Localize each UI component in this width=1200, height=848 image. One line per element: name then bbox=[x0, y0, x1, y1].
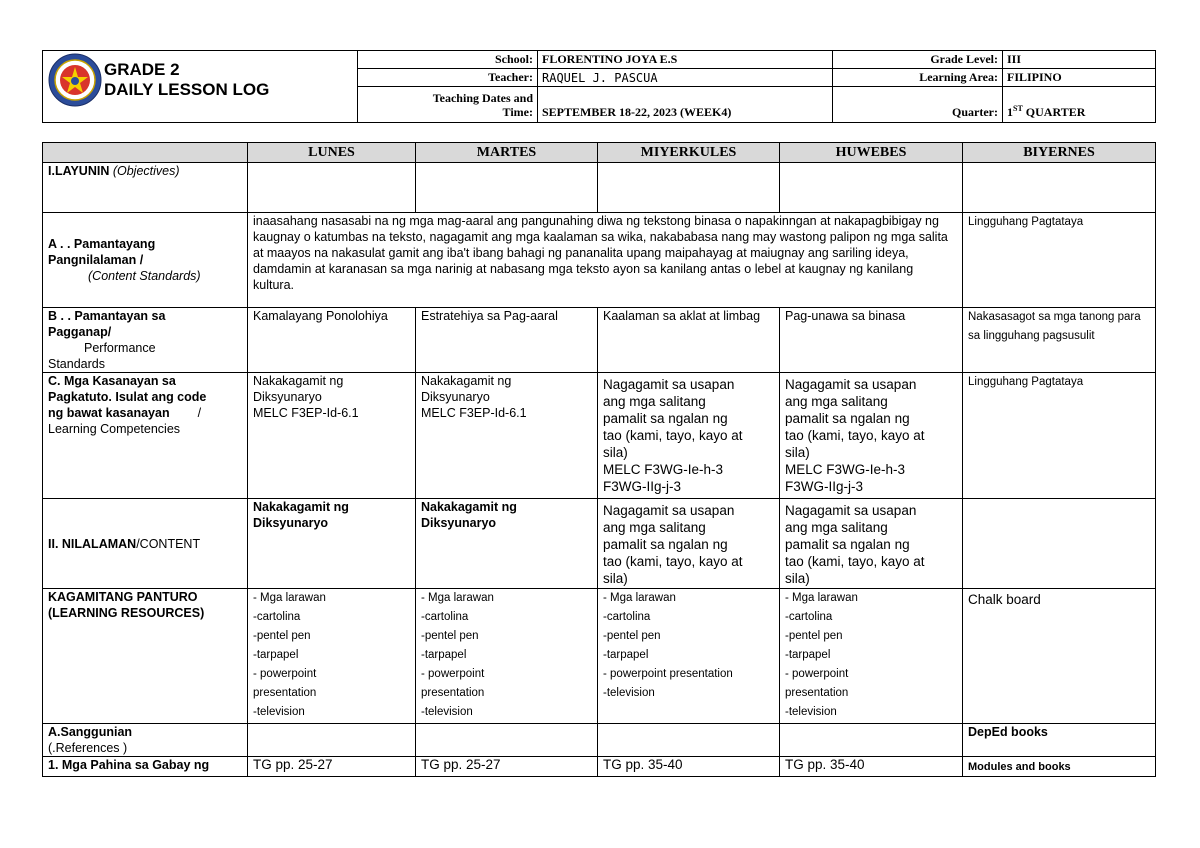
resources-row bbox=[43, 589, 1156, 724]
resource-item: -television bbox=[253, 706, 305, 718]
corner-header bbox=[43, 143, 248, 163]
resource-item: -tarpapel bbox=[603, 649, 649, 661]
performance-standards-row bbox=[43, 308, 1156, 373]
resource-item: - powerpoint presentation bbox=[603, 668, 733, 680]
competencies-fri: Lingguhang Pagtataya bbox=[963, 373, 1156, 499]
objectives-cell-tue bbox=[416, 163, 598, 213]
competencies-label-line3: ng bawat kasanayan bbox=[48, 406, 170, 420]
quarter-label: Quarter: bbox=[833, 87, 1003, 123]
content-standards-label-line2: Pangnilalaman / bbox=[48, 253, 144, 267]
resource-item: - powerpoint bbox=[421, 668, 485, 680]
resource-item: -cartolina bbox=[421, 611, 469, 623]
content-line: ang mga salitang bbox=[785, 520, 888, 535]
objectives-cell-thu bbox=[780, 163, 963, 213]
guide-pages-tue: TG pp. 25-27 bbox=[416, 757, 598, 777]
content-line: Nakakagamit ng bbox=[421, 500, 517, 514]
learning-area-label: Learning Area: bbox=[833, 69, 1003, 87]
guide-pages-fri: Modules and books bbox=[963, 757, 1156, 777]
resources-label-line2: (LEARNING RESOURCES) bbox=[48, 606, 205, 620]
competency-line: sila) bbox=[785, 445, 810, 460]
content-standards-label-line3: (Content Standards) bbox=[88, 269, 201, 283]
objectives-cell-fri bbox=[963, 163, 1156, 213]
resources-mon bbox=[248, 589, 416, 724]
performance-standards-label-line2: Pagganap/ bbox=[48, 325, 112, 339]
teacher-value: RAQUEL J. PASCUA bbox=[538, 69, 833, 87]
content-line: ang mga salitang bbox=[603, 520, 706, 535]
content-standards-row bbox=[43, 213, 1156, 308]
references-mon bbox=[248, 724, 416, 757]
guide-pages-wed: TG pp. 35-40 bbox=[598, 757, 780, 777]
content-line: Diksyunaryo bbox=[421, 516, 497, 530]
content-fri bbox=[963, 499, 1156, 589]
day-header-martes: MARTES bbox=[416, 143, 598, 163]
content-label-normal: /CONTENT bbox=[136, 536, 201, 551]
objectives-label bbox=[43, 163, 248, 213]
school-label: School: bbox=[358, 51, 538, 69]
performance-standards-label-line4: Standards bbox=[48, 357, 105, 371]
resource-item: presentation bbox=[421, 687, 485, 699]
resource-item: -pentel pen bbox=[253, 630, 311, 642]
competency-code: MELC F3WG-Ie-h-3 bbox=[603, 462, 724, 477]
content-line: sila) bbox=[785, 571, 810, 586]
competency-line: Nagagamit sa usapan bbox=[603, 377, 735, 392]
school-value: FLORENTINO JOYA E.S bbox=[538, 51, 833, 69]
references-tue bbox=[416, 724, 598, 757]
references-label bbox=[43, 724, 248, 757]
learning-area-value: FILIPINO bbox=[1003, 69, 1156, 87]
resource-item: - Mga larawan bbox=[785, 592, 858, 604]
references-wed bbox=[598, 724, 780, 757]
competency-line: Nagagamit sa usapan bbox=[785, 377, 917, 392]
resource-item: -pentel pen bbox=[421, 630, 479, 642]
guide-pages-mon: TG pp. 25-27 bbox=[248, 757, 416, 777]
content-mon bbox=[248, 499, 416, 589]
content-row bbox=[43, 499, 1156, 589]
content-line: Nagagamit sa usapan bbox=[785, 503, 917, 518]
content-standards-label-line1: A . . Pamantayang bbox=[48, 237, 156, 251]
resource-item: presentation bbox=[785, 687, 849, 699]
resource-item: - powerpoint bbox=[785, 668, 849, 680]
references-thu bbox=[780, 724, 963, 757]
content-line: Nagagamit sa usapan bbox=[603, 503, 735, 518]
content-tue bbox=[416, 499, 598, 589]
resource-item: -tarpapel bbox=[421, 649, 467, 661]
competency-line: sila) bbox=[603, 445, 628, 460]
content-standards-text: inaasahang nasasabi na ng mga mag-aaral ang pangunahing diwa ng tekstong binasa o napakinngan at nakapagbibigay ng kaugnay o katumbas na teksto, nagagamit ang mga kaalaman sa wika, nakababasa nang may wastong palipon ng mga salita at maayos na nakasulat gamit ang iba't ibang bahagi ng pananalita upang maipahayag at maiugnay ang sariling ideya, damdamin at karanasan sa mga narinig at nabasang mga teksto ayon sa kanilang antas o lebel at kaugnay ng kanilang kultura. bbox=[248, 213, 963, 308]
objectives-row bbox=[43, 163, 1156, 213]
content-thu bbox=[780, 499, 963, 589]
resource-item: -television bbox=[603, 687, 655, 699]
objectives-label-main: I.LAYUNIN bbox=[48, 164, 113, 178]
day-header-row bbox=[43, 143, 1156, 163]
resource-item: - Mga larawan bbox=[421, 592, 494, 604]
title-daily-lesson-log: DAILY LESSON LOG bbox=[104, 80, 270, 99]
performance-standards-label-line1: B . . Pamantayan sa bbox=[48, 309, 166, 323]
references-fri: DepEd books bbox=[963, 724, 1156, 757]
guide-pages-thu: TG pp. 35-40 bbox=[780, 757, 963, 777]
resource-item: -cartolina bbox=[253, 611, 301, 623]
competency-line: Nakakagamit ng bbox=[253, 374, 344, 388]
resources-label-line1: KAGAMITANG PANTURO bbox=[48, 590, 198, 604]
objectives-cell-wed bbox=[598, 163, 780, 213]
competency-code: F3WG-IIg-j-3 bbox=[603, 479, 682, 494]
day-header-biyernes: BIYERNES bbox=[963, 143, 1156, 163]
resource-item: -tarpapel bbox=[785, 649, 831, 661]
competency-line: tao (kami, tayo, kayo at bbox=[603, 428, 743, 443]
content-line: Diksyunaryo bbox=[253, 516, 329, 530]
grade-level-value: III bbox=[1003, 51, 1156, 69]
competencies-label-line4: Learning Competencies bbox=[48, 422, 181, 436]
teaching-dates-label-line2: Time: bbox=[502, 104, 533, 119]
teaching-dates-value: SEPTEMBER 18-22, 2023 (WEEK4) bbox=[538, 87, 833, 123]
teacher-label: Teacher: bbox=[358, 69, 538, 87]
teaching-dates-label-line1: Teaching Dates and bbox=[432, 90, 533, 105]
quarter-number: 1 bbox=[1007, 105, 1013, 119]
resource-item: -television bbox=[421, 706, 473, 718]
competency-line: pamalit sa ngalan ng bbox=[603, 411, 728, 426]
content-wed bbox=[598, 499, 780, 589]
performance-standards-thu: Pag-unawa sa binasa bbox=[780, 308, 963, 373]
competencies-mon bbox=[248, 373, 416, 499]
references-row bbox=[43, 724, 1156, 757]
title-grade: GRADE 2 bbox=[104, 60, 180, 79]
resource-item: - Mga larawan bbox=[253, 592, 326, 604]
competencies-label-slash: / bbox=[197, 406, 202, 420]
resource-item: -pentel pen bbox=[603, 630, 661, 642]
content-line: sila) bbox=[603, 571, 628, 586]
references-label-line1: A.Sanggunian bbox=[48, 725, 133, 739]
resource-item: presentation bbox=[253, 687, 317, 699]
competencies-thu bbox=[780, 373, 963, 499]
content-label bbox=[43, 499, 248, 589]
performance-standards-tue: Estratehiya sa Pag-aaral bbox=[416, 308, 598, 373]
resource-item: -tarpapel bbox=[253, 649, 299, 661]
competency-line: ang mga salitang bbox=[785, 394, 888, 409]
performance-standards-label-line3: Performance bbox=[84, 341, 156, 355]
competency-line: tao (kami, tayo, kayo at bbox=[785, 428, 925, 443]
resources-wed bbox=[598, 589, 780, 724]
content-line: pamalit sa ngalan ng bbox=[603, 537, 728, 552]
competency-code: MELC F3EP-Id-6.1 bbox=[421, 406, 527, 420]
objectives-label-italic: (Objectives) bbox=[112, 164, 180, 178]
content-standards-friday: Lingguhang Pagtataya bbox=[963, 213, 1156, 308]
guide-pages-row bbox=[43, 757, 1156, 777]
competency-code: F3WG-IIg-j-3 bbox=[785, 479, 864, 494]
content-label-bold: II. NILALAMAN bbox=[48, 536, 137, 551]
competencies-wed bbox=[598, 373, 780, 499]
competencies-label-line2: Pagkatuto. Isulat ang code bbox=[48, 390, 207, 404]
competencies-tue bbox=[416, 373, 598, 499]
resource-item: -pentel pen bbox=[785, 630, 843, 642]
grade-level-label: Grade Level: bbox=[833, 51, 1003, 69]
competency-line: ang mga salitang bbox=[603, 394, 706, 409]
objectives-cell-mon bbox=[248, 163, 416, 213]
deped-seal-logo bbox=[48, 53, 102, 107]
competencies-label-line1: C. Mga Kasanayan sa bbox=[48, 374, 176, 388]
competency-line: Nakakagamit ng bbox=[421, 374, 512, 388]
day-header-miyerkules: MIYERKULES bbox=[598, 143, 780, 163]
day-header-huwebes: HUWEBES bbox=[780, 143, 963, 163]
competency-line: pamalit sa ngalan ng bbox=[785, 411, 910, 426]
quarter-value bbox=[1003, 87, 1156, 123]
resources-tue bbox=[416, 589, 598, 724]
lesson-log-table bbox=[42, 142, 1156, 777]
resources-thu bbox=[780, 589, 963, 724]
resources-fri: Chalk board bbox=[963, 589, 1156, 724]
performance-standards-mon: Kamalayang Ponolohiya bbox=[248, 308, 416, 373]
competency-code: MELC F3WG-Ie-h-3 bbox=[785, 462, 906, 477]
content-line: tao (kami, tayo, kayo at bbox=[603, 554, 743, 569]
performance-standards-wed: Kaalaman sa aklat at limbag bbox=[598, 308, 780, 373]
content-line: Nakakagamit ng bbox=[253, 500, 349, 514]
resource-item: - Mga larawan bbox=[603, 592, 676, 604]
day-header-lunes: LUNES bbox=[248, 143, 416, 163]
competency-line: Diksyunaryo bbox=[421, 390, 490, 404]
quarter-rest: QUARTER bbox=[1022, 105, 1086, 119]
quarter-sup: ST bbox=[1013, 104, 1023, 113]
competencies-row bbox=[43, 373, 1156, 499]
performance-standards-fri: Nakasasagot sa mga tanong para sa lingguhang pagsusulit bbox=[963, 308, 1156, 373]
resource-item: - powerpoint bbox=[253, 668, 317, 680]
content-line: tao (kami, tayo, kayo at bbox=[785, 554, 925, 569]
lesson-log-title bbox=[104, 60, 269, 100]
references-label-line2: (.References ) bbox=[48, 741, 128, 755]
competency-code: MELC F3EP-Id-6.1 bbox=[253, 406, 359, 420]
resources-label bbox=[43, 589, 248, 724]
performance-standards-label bbox=[43, 308, 248, 373]
guide-pages-label: 1. Mga Pahina sa Gabay ng bbox=[43, 757, 248, 777]
content-standards-label bbox=[43, 213, 248, 308]
competency-line: Diksyunaryo bbox=[253, 390, 322, 404]
resource-item: -cartolina bbox=[785, 611, 833, 623]
teaching-dates-label bbox=[358, 87, 538, 123]
competencies-label bbox=[43, 373, 248, 499]
resource-item: -cartolina bbox=[603, 611, 651, 623]
resource-item: -television bbox=[785, 706, 837, 718]
content-line: pamalit sa ngalan ng bbox=[785, 537, 910, 552]
